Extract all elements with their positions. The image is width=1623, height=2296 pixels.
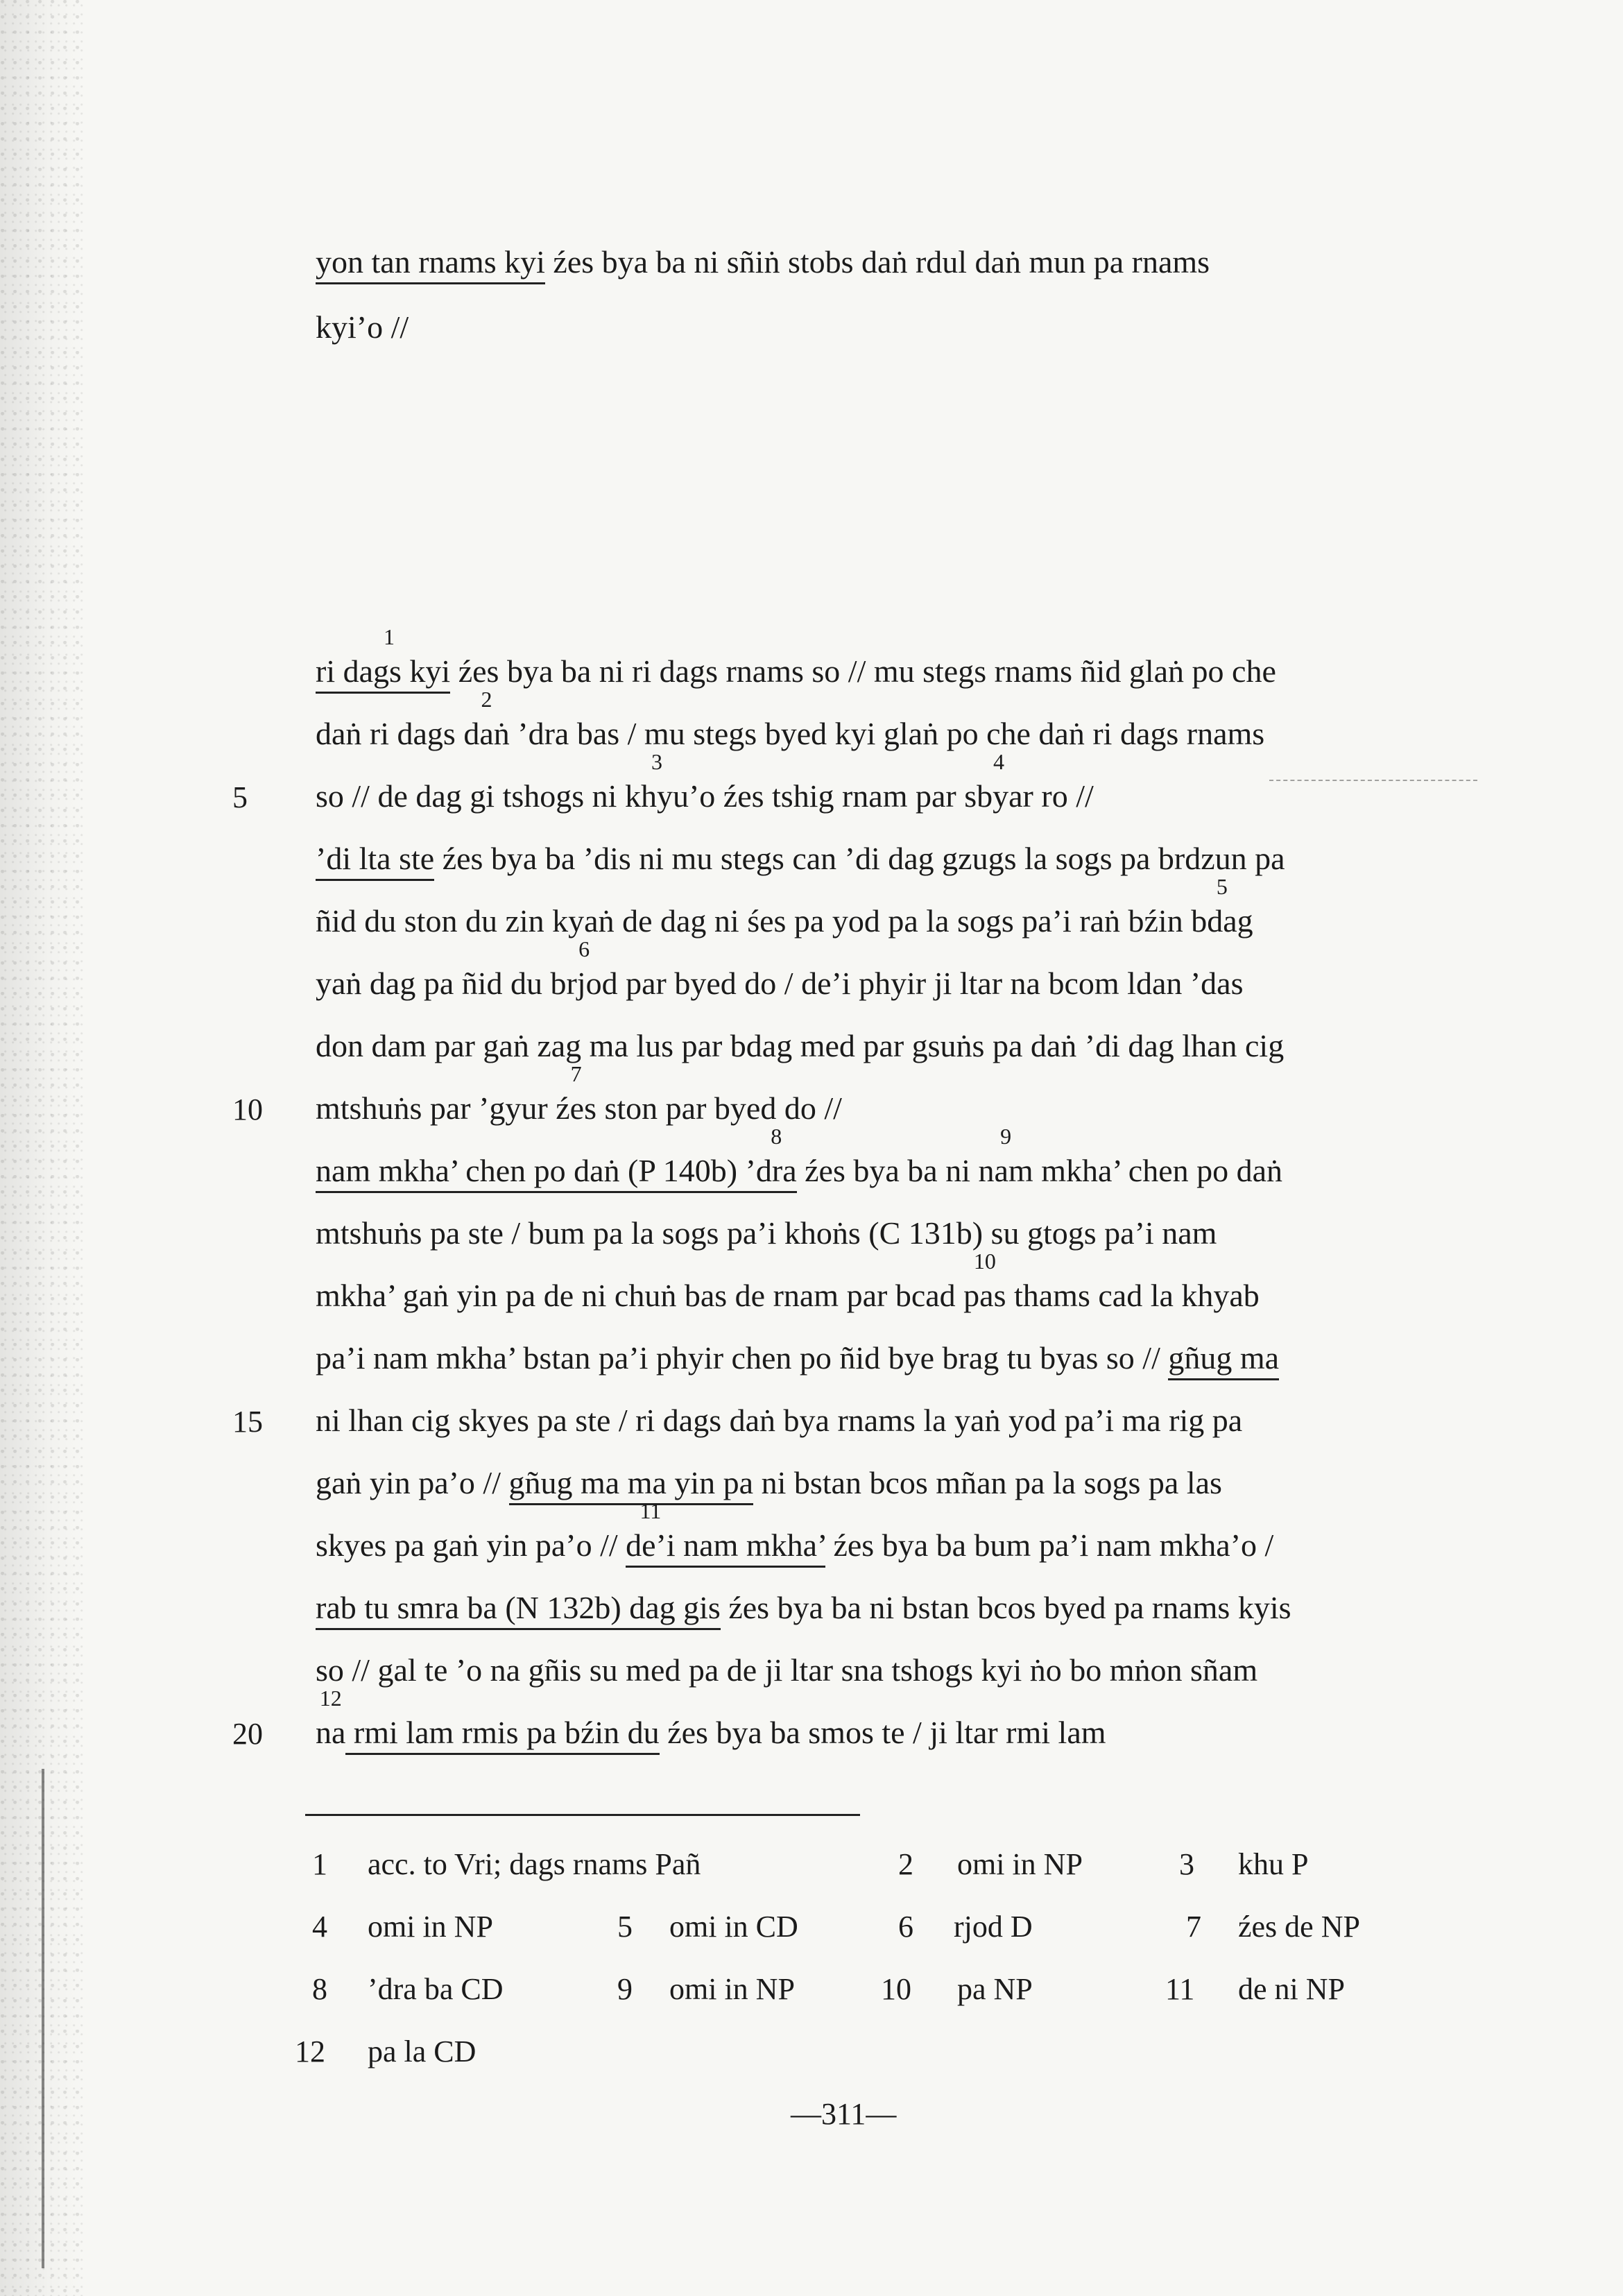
footnote-text: omi in NP [368, 1910, 493, 1944]
text-line-1 [316, 624, 1276, 691]
text-span: źes bya ba ni bstan bcos byed pa rnams kyis [720, 1590, 1291, 1625]
text-line-13: ni lhan cig skyes pa ste / ri dags daṅ bya rnams la yaṅ yod pa’i ma rig pa [316, 1403, 1243, 1438]
footnote-marker: 9 [1000, 1124, 1012, 1149]
footnote-number: 5 [617, 1910, 633, 1944]
underlined-lemma: gñug ma [1168, 1340, 1279, 1380]
footnote-text: acc. to Vri; dags rnams Pañ [368, 1847, 701, 1881]
text-span: źes [556, 1090, 596, 1126]
text-span: par byed do / de’i phyir ji ltar na bcom ldan ’das [617, 966, 1244, 1001]
text-span: yaṅ dag pa ñid du [316, 966, 551, 1001]
footnote-rule [305, 1814, 860, 1816]
footnote-number: 2 [898, 1847, 913, 1881]
footnote-text: pa la CD [368, 2034, 476, 2068]
footnote-number: 10 [881, 1972, 911, 2006]
footnote-ref [624, 749, 689, 814]
footnote-ref [755, 1124, 797, 1188]
footnote-ref [978, 1124, 1033, 1188]
text-line-2 [316, 687, 1265, 753]
text-line-3 [316, 749, 1094, 816]
footnote-number: 11 [1165, 1972, 1195, 2006]
footnote-marker: 12 [319, 1686, 342, 1711]
text-span: skyes pa gaṅ yin pa’o // [316, 1527, 626, 1563]
footnote-number: 7 [1186, 1910, 1201, 1944]
footnote-marker: 3 [651, 749, 662, 774]
underlined-lemma: gñug ma ma yin pa [509, 1465, 754, 1505]
text-line-15 [316, 1498, 1274, 1565]
underlined-lemma: rab tu smra ba (N 132b) dag gis [316, 1590, 721, 1630]
text-span: dra [755, 1153, 797, 1188]
text-span: thams cad la khyab [1006, 1278, 1260, 1313]
footnote-text: de ni NP [1238, 1972, 1345, 2006]
text-span: daṅ [463, 716, 510, 751]
line-number: 20 [232, 1717, 263, 1751]
footnote-ref [463, 687, 510, 751]
footnote-text: rjod D [954, 1910, 1033, 1944]
text-span: pa’i nam mkha’ bstan pa’i phyir chen po ñid bye brag tu byas so // [316, 1340, 1169, 1376]
text-span: nam mkha’ chen po daṅ (P 140b) ’ [316, 1153, 756, 1188]
footnote-marker: 4 [993, 749, 1005, 774]
footnote-ref [964, 749, 1033, 814]
text-line-12 [316, 1339, 1279, 1378]
line-number: 5 [232, 780, 248, 814]
text-line-6 [316, 936, 1244, 1003]
footnote-number: 12 [295, 2034, 325, 2068]
footnote-ref [556, 1061, 596, 1126]
text-line-5 [316, 874, 1253, 941]
text-span: nam mkha’ [675, 1527, 825, 1563]
page-number: —311— [791, 2097, 897, 2131]
footnote-ref [626, 1498, 676, 1563]
footnote-text: ’dra ba CD [368, 1972, 504, 2006]
footnote-ref [963, 1249, 1006, 1313]
text-line-10: mtshuṅs pa ste / bum pa la sogs pa’i khoṅs (C 131b) su gtogs pa’i nam [316, 1215, 1217, 1251]
text-line-8 [316, 1061, 842, 1128]
text-span: brjod [550, 966, 618, 1001]
footnote-marker: 6 [578, 936, 590, 961]
text-span: źes bya ba ’dis ni mu stegs can ’di dag gzugs la sogs pa brdzun pa [434, 841, 1285, 876]
text-span: ’o źes tshig rnam par [688, 778, 965, 814]
dashed-rule [1269, 780, 1477, 781]
footnote-marker: 8 [771, 1124, 782, 1149]
text-span: ro // [1033, 778, 1094, 814]
footnote-text: omi in NP [957, 1847, 1083, 1881]
text-span: daṅ ri dags [316, 716, 464, 751]
text-line-17: so // gal te ’o na gñis su med pa de ji ltar sna tshogs kyi ṅo bo mṅon sñam [316, 1652, 1258, 1688]
text-span: de’i [626, 1527, 676, 1563]
footnote-marker: 5 [1216, 874, 1228, 899]
footnote-marker: 1 [384, 624, 395, 649]
footnote-marker: 10 [973, 1249, 996, 1274]
text-span: źes bya ba smos te / ji ltar rmi lam [659, 1715, 1106, 1750]
footnote-number: 3 [1179, 1847, 1194, 1881]
text-span: nam [978, 1153, 1033, 1188]
scan-binding-line [42, 1769, 44, 2268]
footnote-ref [1191, 874, 1253, 939]
text-span: źes bya ba ni [796, 1153, 979, 1188]
underlined-lemma: rmi lam rmis pa bźin du [345, 1715, 659, 1755]
footnote-text: źes de NP [1238, 1910, 1360, 1944]
text-span: mkha’ gaṅ yin pa de ni chuṅ bas de rnam par bcad [316, 1278, 964, 1313]
text-span: gaṅ yin pa’o // [316, 1465, 509, 1500]
footnote-ref [550, 936, 618, 1001]
footnote-marker: 11 [639, 1498, 662, 1523]
underlined-lemma: yon tan rnams kyi [316, 244, 545, 284]
footnote-number: 6 [898, 1910, 913, 1944]
text-span: ni bstan bcos mñan pa la sogs pa las [753, 1465, 1222, 1500]
text-span: sbyar [964, 778, 1033, 814]
footnote-marker: 2 [481, 687, 492, 712]
text-span: ñid du ston du zin kyaṅ de dag ni śes pa yod pa la sogs pa’i raṅ bźin [316, 903, 1192, 939]
footnote-number: 1 [312, 1847, 327, 1881]
text-span: mkha’ chen po daṅ [1033, 1153, 1283, 1188]
footnote-text: pa NP [957, 1972, 1033, 2006]
underlined-lemma [316, 624, 451, 694]
text-span: źes bya ba ni ri dags rnams so // mu stegs rnams ñid glaṅ po che [450, 653, 1276, 689]
footnote-text: omi in CD [669, 1910, 798, 1944]
footnote-ref [316, 1686, 346, 1750]
underlined-lemma [316, 1124, 797, 1193]
text-line-4 [316, 839, 1285, 878]
footnote-marker: 7 [570, 1061, 582, 1086]
text-line: kyi’o // [316, 309, 409, 345]
text-span: ri dag [316, 653, 390, 689]
text-span: s kyi [389, 653, 451, 689]
text-span: ston par byed do // [596, 1090, 842, 1126]
text-line-7: don dam par gaṅ zag ma lus par bdag med par gsuṅs pa daṅ ’di dag lhan cig [316, 1028, 1285, 1063]
text-line-9 [316, 1124, 1283, 1190]
line-number: 10 [232, 1093, 263, 1126]
underlined-lemma: ’di lta ste [316, 841, 434, 881]
text-span: bdag [1191, 903, 1253, 939]
text-span: mtshuṅs par ’gyur [316, 1090, 556, 1126]
text-span: khyu [624, 778, 689, 814]
text-span: źes bya ba ni sñiṅ stobs daṅ rdul daṅ mun pa rnams [544, 244, 1210, 280]
underlined-lemma [626, 1498, 825, 1568]
text-span: źes bya ba bum pa’i nam mkha’o / [825, 1527, 1274, 1563]
footnote-number: 9 [617, 1972, 633, 2006]
text-span: so // de dag gi tshogs ni [316, 778, 625, 814]
footnote-text: omi in NP [669, 1972, 795, 2006]
text-line-14 [316, 1464, 1222, 1502]
text-line [316, 243, 1210, 282]
text-span: na [316, 1715, 346, 1750]
text-line-11 [316, 1249, 1260, 1315]
line-number: 15 [232, 1405, 263, 1439]
text-span: pas [963, 1278, 1006, 1313]
footnote-number: 8 [312, 1972, 327, 2006]
text-span: ’dra bas / mu stegs byed kyi glaṅ po che daṅ ri dags rnams [509, 716, 1265, 751]
text-line-18 [316, 1686, 1106, 1752]
text-line-16 [316, 1588, 1291, 1627]
footnote-number: 4 [312, 1910, 327, 1944]
footnote-text: khu P [1238, 1847, 1309, 1881]
